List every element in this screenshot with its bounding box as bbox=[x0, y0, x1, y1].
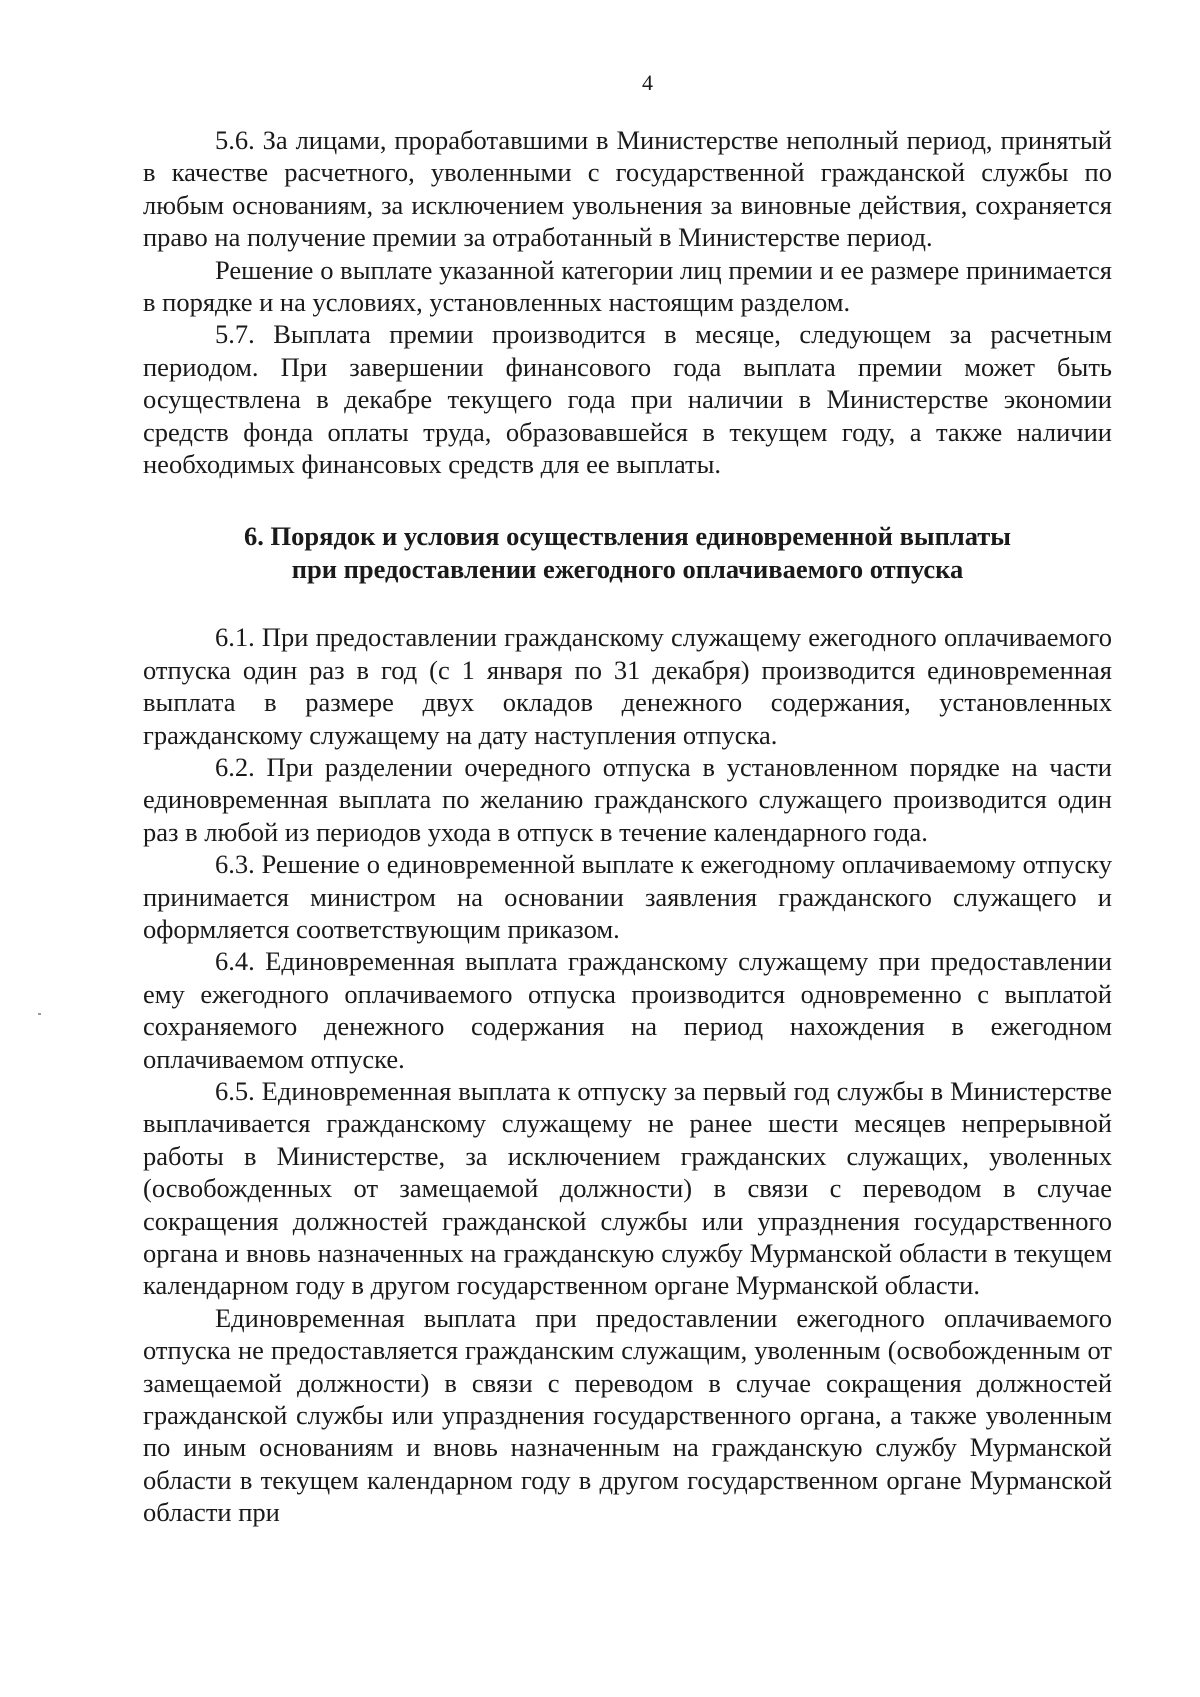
paragraph-6-2: 6.2. При разделении очередного отпуска в установленном порядке на части единовременная выплата по желанию гражданского служащего производится один раз в любой из периодов ухода в отпуск в течение календарного года. bbox=[143, 751, 1112, 847]
scan-speck bbox=[38, 1013, 41, 1015]
section-heading bbox=[143, 520, 1112, 585]
paragraph-6-5: 6.5. Единовременная выплата к отпуску за первый год службы в Министерстве выплачивается гражданскому служащему не ранее шести месяцев непрерывной работы в Министерстве, за исключением гражданских служащих, уволенных (освобожденных от замещаемой должности) в связи с переводом в случае сокращения должностей гражданской службы или упразднения государственного органа и вновь назначенных на гражданскую службу Мурманской области в текущем календарном году в другом государственном органе Мурманской области. bbox=[143, 1075, 1112, 1301]
section-heading-line-2: при предоставлении ежегодного оплачиваемого отпуска bbox=[291, 553, 964, 584]
paragraph-5-6: 5.6. За лицами, проработавшими в Министерстве неполный период, принятый в качестве расчетного, уволенными с государственной гражданской службы по любым основаниям, за исключением увольнения за виновные действия, сохраняется право на получение премии за отработанный в Министерстве период. bbox=[143, 125, 1112, 253]
paragraph-5-7: 5.7. Выплата премии производится в месяце, следующем за расчетным периодом. При завершении финансового года выплата премии может быть осуществлена в декабре текущего года при наличии в Министерстве экономии средств фонда оплаты труда, образовавшейся в текущем году, а также наличии необходимых финансовых средств для ее выплаты. bbox=[143, 319, 1112, 480]
page-number: 4 bbox=[642, 70, 653, 95]
paragraph-6-4: 6.4. Единовременная выплата гражданскому служащему при предоставлении ему ежегодного оплачиваемого отпуска производится одновременно с выплатой сохраняемого денежного содержания на период нахождения в ежегодном оплачиваемом отпуске. bbox=[143, 946, 1112, 1074]
paragraph-6-1: 6.1. При предоставлении гражданскому служащему ежегодного оплачиваемого отпуска один раз в год (с 1 января по 31 декабря) производится единовременная выплата в размере двух окладов денежного содержания, установленных гражданскому служащему на дату наступления отпуска. bbox=[143, 622, 1112, 750]
section-heading-line-1: 6. Порядок и условия осуществления единовременной выплаты bbox=[244, 521, 1011, 552]
paragraph-6-3: 6.3. Решение о единовременной выплате к ежегодному оплачиваемому отпуску принимается министром на основании заявления гражданского служащего и оформляется соответствующим приказом. bbox=[143, 849, 1112, 944]
paragraph-6-5-exception: Единовременная выплата при предоставлении ежегодного оплачиваемого отпуска не предоставляется гражданским служащим, уволенным (освобожденным от замещаемой должности) в связи с переводом в случае сокращения должностей гражданской службы или упразднения государственного органа, а также уволенным по иным основаниям и вновь назначенным на гражданскую службу Мурманской области в текущем календарном году в другом государственном органе Мурманской области при bbox=[143, 1302, 1112, 1528]
paragraph-5-6-decision: Решение о выплате указанной категории лиц премии и ее размере принимается в порядке и на условиях, установленных настоящим разделом. bbox=[143, 254, 1112, 318]
